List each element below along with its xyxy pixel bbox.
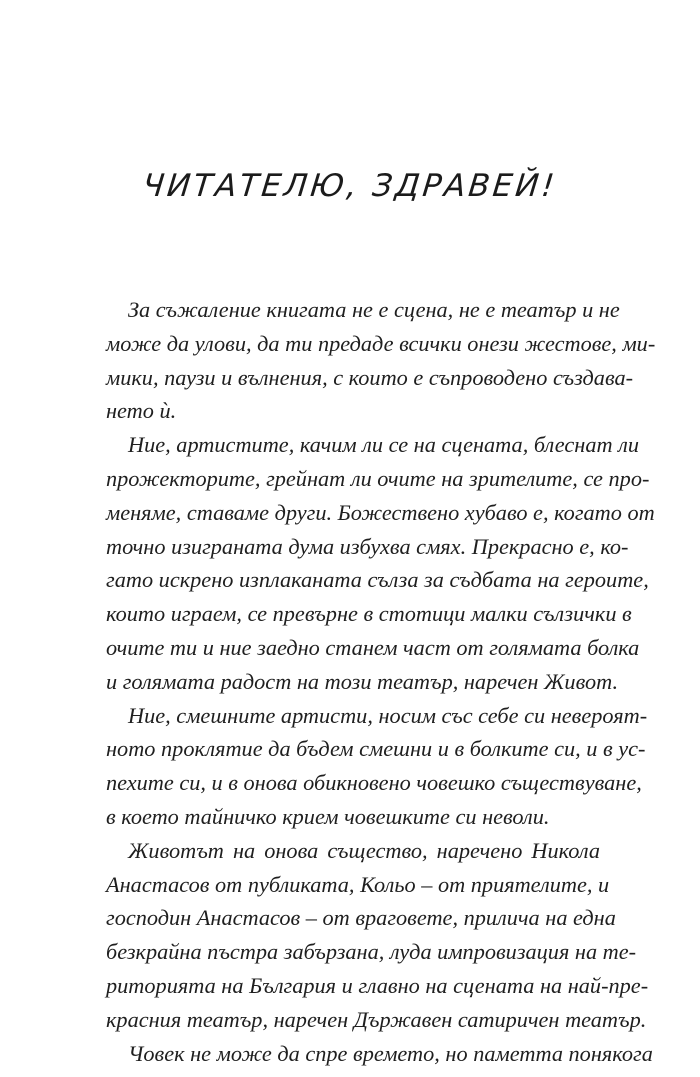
text-line: които играем, се превърне в стотици малки сълзички в <box>106 601 632 627</box>
text-line: господин Анастасов – от враговете, прилича на една <box>106 905 616 931</box>
text-line: Ние, артистите, качим ли се на сцената, блеснат ли <box>128 432 640 458</box>
text-line: красния театър, наречен Държавен сатиричен театър. <box>106 1006 647 1032</box>
text-line: Животът на онова същество, наречено Никола <box>128 837 600 863</box>
text-line: меняме, ставаме други. Божествено хубаво е, когато от <box>106 499 655 525</box>
text-line: мики, паузи и вълнения, с които е съпроводено създава- <box>106 364 634 390</box>
text-line: пехите си, и в онова обикновено човешко съществуване, <box>106 770 642 796</box>
text-line: ното проклятие да бъдем смешни и в болките си, и в ус- <box>106 736 646 762</box>
body-text <box>106 293 656 1070</box>
text-line: Ние, смешните артисти, носим със себе си невероят- <box>128 702 648 728</box>
text-line: очите ти и ние заедно станем част от голямата болка <box>106 634 640 660</box>
text-line: безкрайна пъстра забързана, луда импровизация на те- <box>106 939 637 965</box>
text-line: гато искрено изплаканата сълза за съдбата на героите, <box>106 567 649 593</box>
text-line: За съжаление книгата не е сцена, не е театър и не <box>128 297 620 322</box>
text-line: риторията на България и главно на сцената на най-пре- <box>106 972 649 998</box>
text-line: в което тайничко крием човешките си неволи. <box>106 803 550 829</box>
text-line: точно изиграната дума избухва смях. Прекрасно е, ко- <box>106 533 629 559</box>
text-line: Човек не може да спре времето, но паметта понякога <box>128 1040 653 1066</box>
text-line: и голямата радост на този театър, наречен Живот. <box>106 668 619 694</box>
text-line: нето ѝ. <box>106 398 177 424</box>
text-line: може да улови, да ти предаде всички онези жестове, ми- <box>106 330 656 356</box>
chapter-title: ЧИТАТЕЛЮ, ЗДРАВЕЙ! <box>141 168 559 204</box>
text-line: прожекторите, грейнат ли очите на зрителите, се про- <box>106 465 650 491</box>
text-line: Анастасов от публиката, Кольо – от приятелите, и <box>106 871 610 897</box>
